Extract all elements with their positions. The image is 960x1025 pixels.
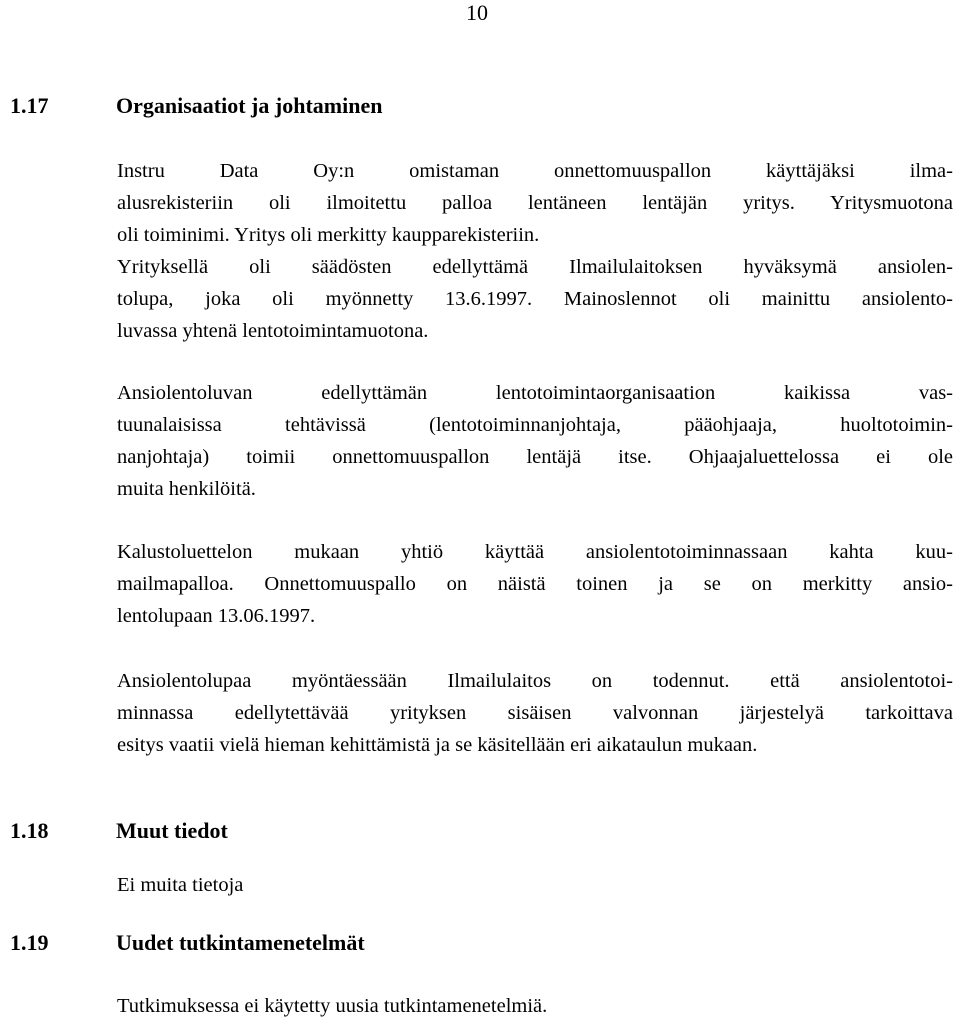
text-line: Instru Data Oy:n omistaman onnettomuuspallon käyttäjäksi ilma- (117, 160, 953, 182)
text-line: alusrekisteriin oli ilmoitettu palloa lentäneen lentäjän yritys. Yritysmuotona (117, 192, 953, 214)
text-line: tolupa, joka oli myönnetty 13.6.1997. Mainoslennot oli mainittu ansiolento- (117, 288, 953, 310)
paragraph-1-18 (117, 869, 953, 901)
text-line: luvassa yhtenä lentotoimintamuotona. (117, 320, 429, 342)
text-line: minnassa edellytettävää yrityksen sisäisen valvonnan järjestelyä tarkoittava (117, 702, 953, 724)
text-line: mailmapalloa. Onnettomuuspallo on näistä toinen ja se on merkitty ansio- (117, 573, 953, 595)
text-line: lentolupaan 13.06.1997. (117, 605, 316, 627)
text-line: Ei muita tietoja (117, 874, 244, 896)
text-line: oli toiminimi. Yritys oli merkitty kaupparekisteriin. (117, 224, 540, 246)
text-line: Ansiolentolupaa myöntäessään Ilmailulaitos on todennut. että ansiolentotoi- (117, 670, 953, 692)
section-title: Muut tiedot (116, 818, 228, 843)
section-number: 1.17 (10, 93, 49, 118)
section-heading-1-18 (10, 818, 228, 844)
text-line: nanjohtaja) toimii onnettomuuspallon lentäjä itse. Ohjaajaluettelossa ei ole (117, 446, 953, 468)
text-line: Tutkimuksessa ei käytetty uusia tutkintamenetelmiä. (117, 995, 548, 1017)
text-line: esitys vaatii vielä hieman kehittämistä ja se käsitellään eri aikataulun mukaan. (117, 734, 758, 756)
paragraph-1-17-a (117, 155, 953, 347)
paragraph-1-17-c (117, 536, 953, 632)
page-number: 10 (466, 0, 488, 25)
section-title: Uudet tutkintamenetelmät (116, 930, 365, 955)
text-line: tuunalaisissa tehtävissä (lentotoiminnanjohtaja, pääohjaaja, huoltotoimin- (117, 414, 953, 436)
section-title: Organisaatiot ja johtaminen (116, 93, 383, 118)
section-number: 1.18 (10, 818, 49, 843)
section-heading-1-19 (10, 930, 365, 956)
text-line: Yrityksellä oli säädösten edellyttämä Ilmailulaitoksen hyväksymä ansiolen- (117, 256, 953, 278)
paragraph-1-19 (117, 990, 953, 1022)
paragraph-1-17-d (117, 665, 953, 761)
text-line: muita henkilöitä. (117, 478, 256, 500)
section-heading-1-17 (10, 93, 382, 119)
section-number: 1.19 (10, 930, 49, 955)
text-line: Kalustoluettelon mukaan yhtiö käyttää ansiolentotoiminnassaan kahta kuu- (117, 541, 953, 563)
paragraph-1-17-b (117, 377, 953, 505)
text-line: Ansiolentoluvan edellyttämän lentotoimintaorganisaation kaikissa vas- (117, 382, 953, 404)
